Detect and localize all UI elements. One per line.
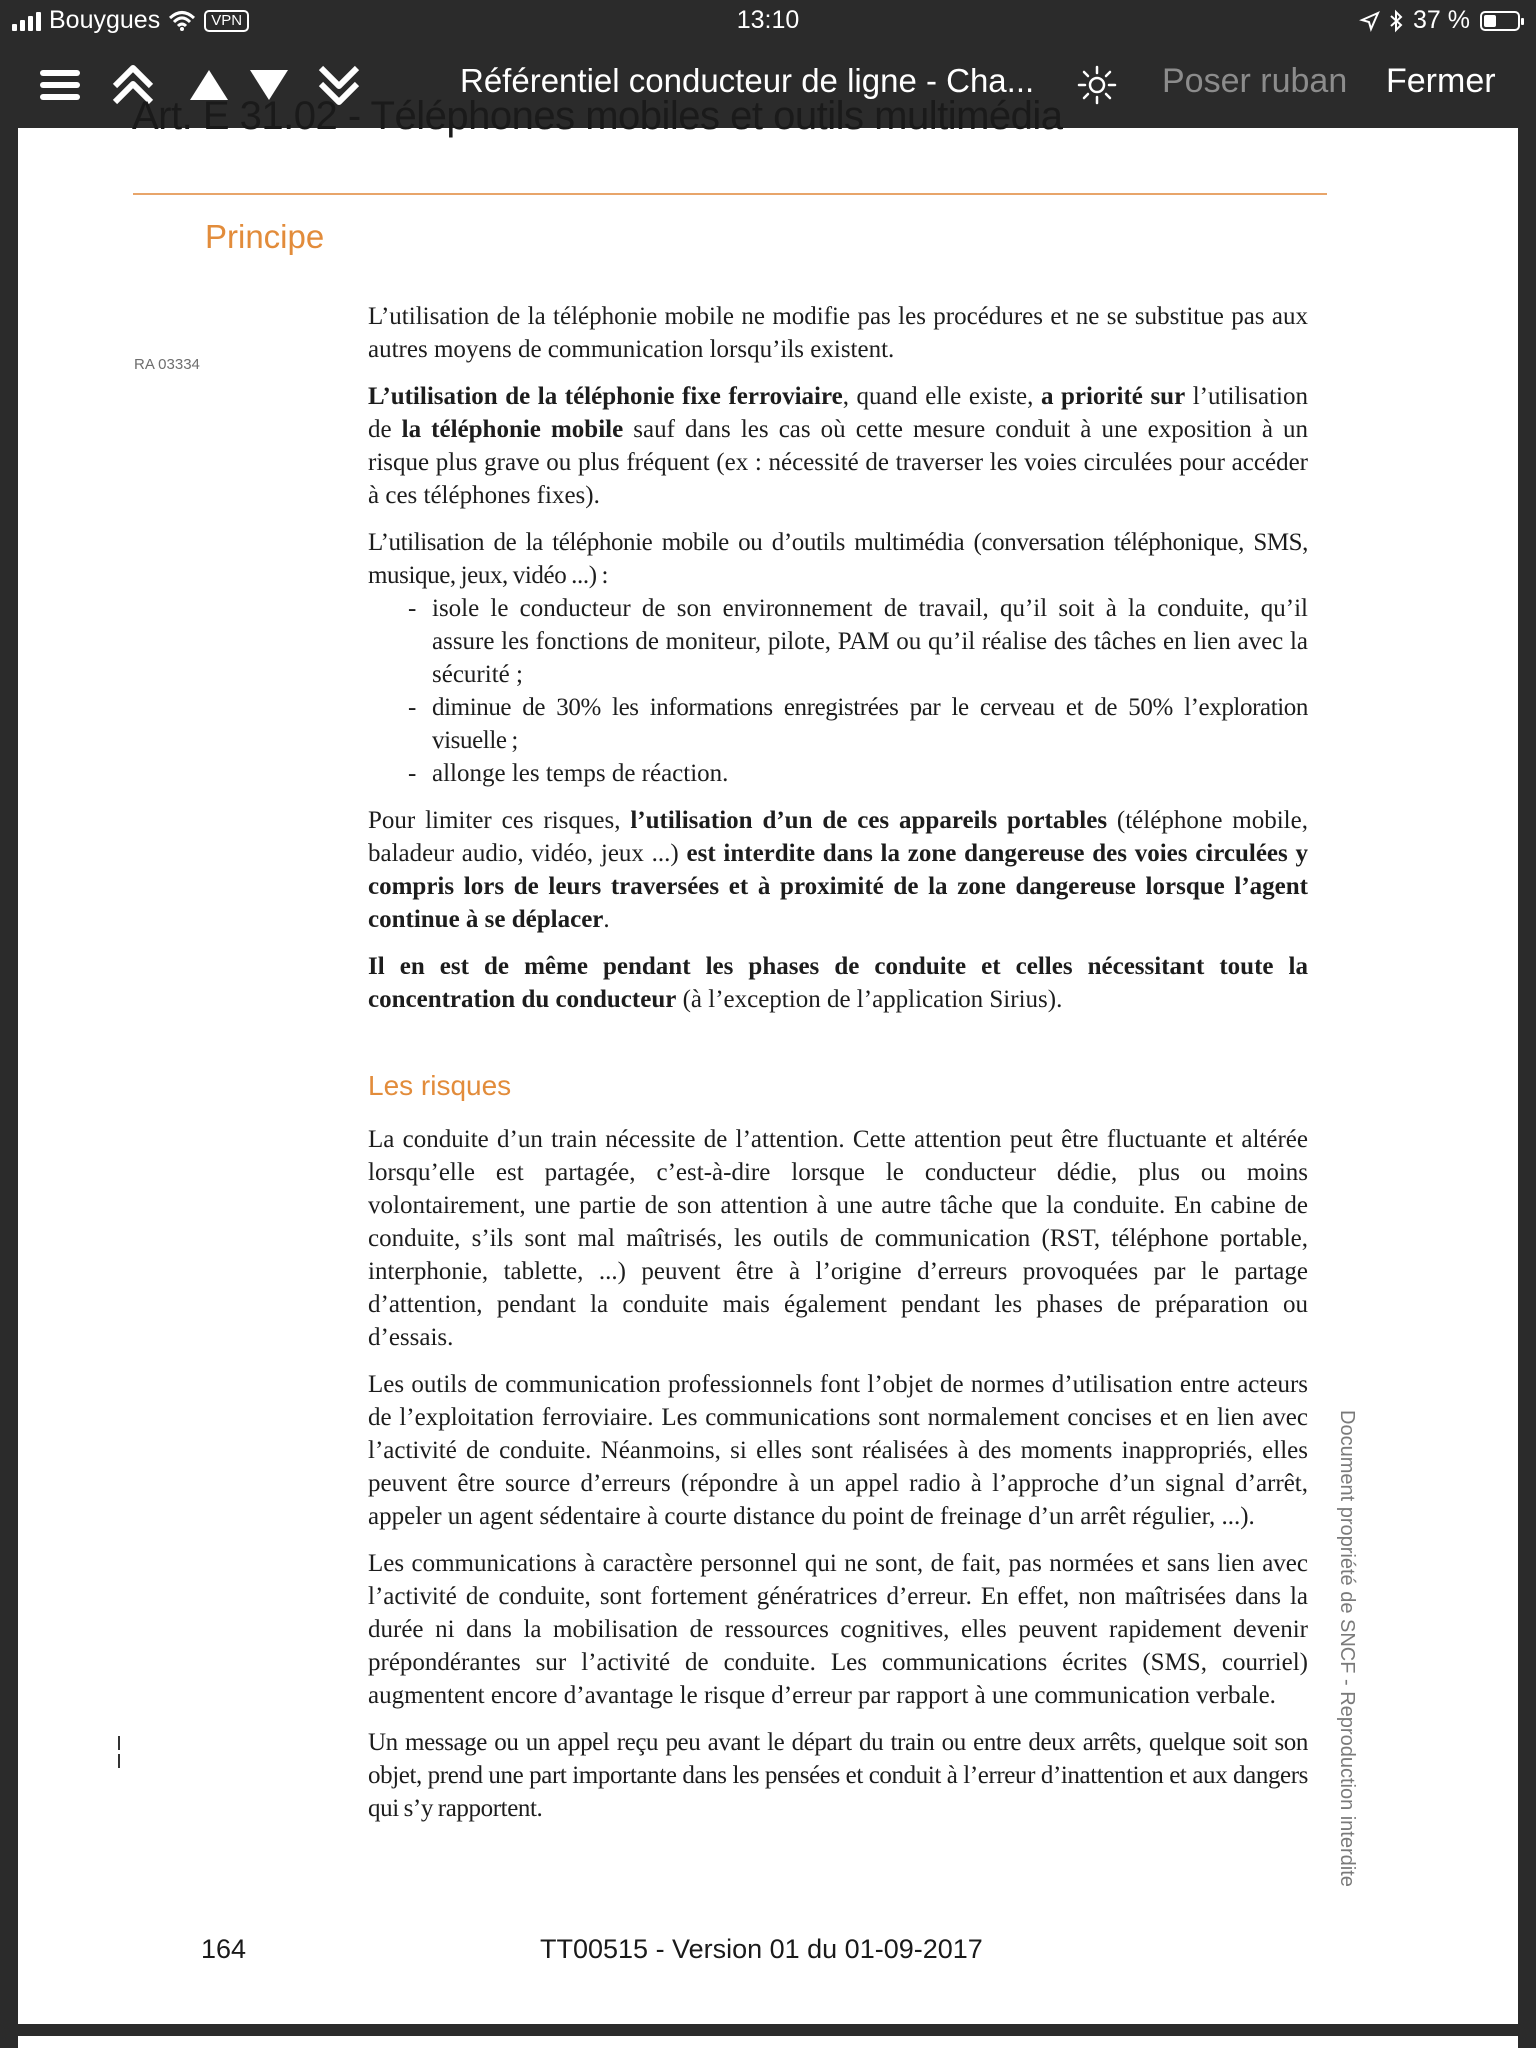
list-item: - isole le conducteur de son environnement de travail, qu’il soit à la conduite, qu’il assure les fonctions de moniteur, pilote, PAM ou qu’il réalise des tâches en lien avec la sécurité ; (368, 592, 1308, 691)
paragraph: La conduite d’un train nécessite de l’attention. Cette attention peut être fluctuante et altérée lorsqu’elle est partagée, c’est-à-dire lorsque le conducteur dédie, plus ou moins volontairement, une partie de son attention à une autre tâche que la conduite. En cabine de conduite, s’ils sont mal maîtrisés, les outils de communication (RST, téléphone portable, interphonie, tablette, ...) peuvent être à l’origine d’erreurs provoquées par le partage d’attention, pendant la conduite mais également pendant les phases de préparation ou d’essais. (368, 1126, 1308, 1351)
close-button[interactable]: Fermer (1386, 62, 1496, 100)
paragraph: Les outils de communication professionnels font l’objet de normes d’utilisation entre acteurs de l’exploitation ferroviaire. Les communications sont normalement concises et en lien avec l’activité de conduite. Néanmoins, si elles sont réalisées à des moments inappropriés, elles peuvent être source d’erreurs (répondre à un appel radio à l’approche d’un signal d’arrêt, appeler un agent sédentaire à courte distance du point de freinage d’un arrêt régulier, ...). (368, 1371, 1308, 1530)
paragraph: Les communications à caractère personnel qui ne sont, de fait, pas normées et sans lien avec l’activité de conduite, sont fortement génératrices d’erreur. En effet, non maîtrisées dans la durée ni dans la mobilisation de ressources cognitives, elles peuvent rapidement devenir prépondérantes sur l’activité de conduite. Les communications écrites (SMS, courriel) augmentent encore d’avantage le risque d’erreur par rapport à une communication verbale. (368, 1550, 1308, 1709)
section-title-risques: Les risques (368, 1070, 512, 1101)
battery-percent: 37 % (1413, 6, 1470, 34)
section-title-principe: Principe (205, 218, 325, 255)
status-bar (0, 0, 1536, 42)
footer-reference: TT00515 - Version 01 du 01-09-2017 (540, 1934, 983, 1964)
margin-reference: RA 03334 (134, 356, 200, 373)
bold-text: est interdite dans la zone dangereuse des voies circulées y compris lors de leurs traversées et à proximité de la zone dangereuse lorsque l’agent continue à se déplacer (368, 840, 1309, 933)
paragraph (368, 804, 1308, 936)
carrier-name: Bouygues (49, 6, 161, 34)
brightness-icon (1077, 65, 1117, 105)
ownership-notice: Document propriété de SNCF - Reproduction interdite (1336, 1410, 1358, 1887)
menu-icon (40, 68, 80, 102)
text: sauf dans les cas où cette mesure conduit à une exposition à un risque plus grave ou plus fréquent (ex : nécessité de traverser les voies circulées pour accéder à ces téléphones fixes). (368, 416, 1308, 509)
list-item: - diminue de 30% les informations enregistrées par le cerveau et de 50% l’exploration visuelle ; (368, 691, 1308, 757)
bold-text: L’utilisation de la téléphonie fixe ferroviaire (368, 383, 843, 410)
brightness-button[interactable] (1072, 60, 1122, 110)
paragraph: Un message ou un appel reçu peu avant le départ du train ou entre deux arrêts, quelque soit son objet, prend une part importante dans les pensées et conduit à l’erreur d’inattention et aux dangers qui s’y rapportent. (368, 1729, 1308, 1822)
bluetooth-icon (1389, 10, 1403, 32)
text: Pour limiter ces risques, (368, 807, 631, 834)
bold-text: a priorité sur (1040, 383, 1186, 410)
list-item: - allonge les temps de réaction. (368, 757, 1308, 790)
title-divider (133, 193, 1327, 195)
bold-text: la téléphonie mobile (401, 416, 624, 443)
next-page-edge (18, 2036, 1518, 2048)
bold-text: Il en est de même pendant les phases de conduite et celles nécessitant toute la concentration du conducteur (368, 953, 1308, 1013)
battery-icon (1480, 11, 1520, 31)
principe-body (368, 300, 1308, 1030)
status-time: 13:10 (736, 6, 800, 34)
text: . (603, 906, 610, 933)
paragraph (368, 380, 1308, 512)
poser-ruban-button[interactable]: Poser ruban (1162, 62, 1348, 100)
document-title: Référentiel conducteur de ligne - Cha... (460, 62, 1035, 99)
text: (téléphone mobile, baladeur audio, vidéo, jeux ...) (368, 807, 1308, 867)
bullet-list (368, 592, 1308, 790)
page-number: 164 (201, 1934, 247, 1964)
text: l’utilisation de (368, 383, 1309, 443)
paragraph: L’utilisation de la téléphonie mobile ou d’outils multimédia (conversation téléphonique, SMS, musique, jeux, vidéo ...) : (368, 529, 1308, 589)
text: , quand elle existe, (842, 383, 1041, 410)
location-arrow-icon (1361, 12, 1379, 30)
paragraph: L’utilisation de la téléphonie mobile ne modifie pas les procédures et ne se substitue pas aux autres moyens de communication lorsqu’ils existent. (368, 303, 1308, 363)
change-bar (118, 1754, 120, 1768)
status-right (1361, 6, 1520, 35)
menu-button[interactable] (35, 60, 85, 110)
text: (à l’exception de l’application Sirius). (676, 986, 1063, 1013)
document-page[interactable] (18, 94, 1518, 2024)
change-bar (118, 1736, 120, 1750)
article-title: Art. E 31.02 - Téléphones mobiles et outils multimédia (132, 94, 1063, 138)
bold-text: l’utilisation d’un de ces appareils portables (630, 807, 1108, 834)
risques-body (368, 1123, 1308, 1839)
paragraph (368, 950, 1308, 1016)
vpn-badge: VPN (204, 10, 249, 32)
